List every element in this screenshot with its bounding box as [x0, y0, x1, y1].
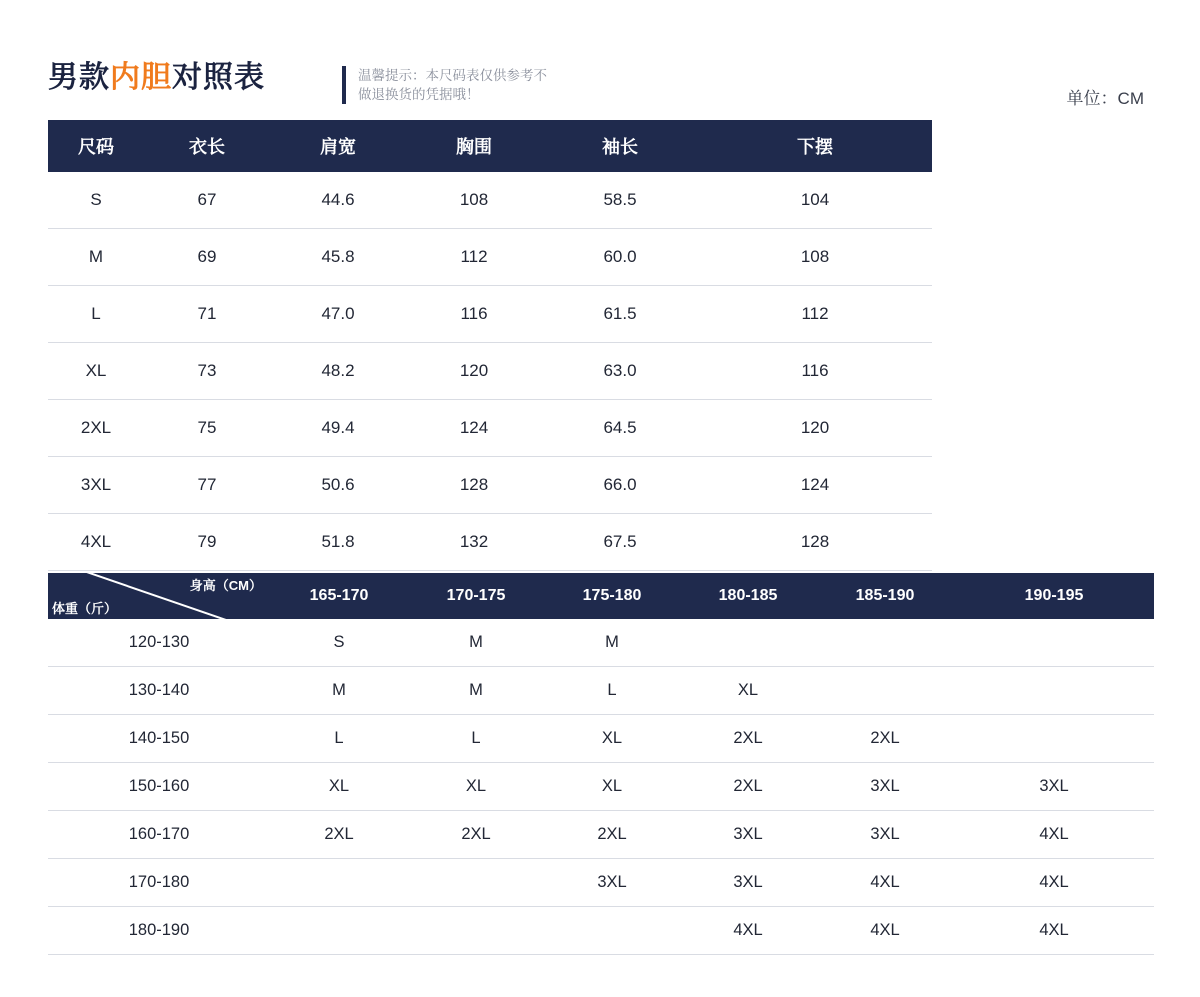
cell-length: 69 [144, 229, 270, 286]
cell-fit-size: 2XL [544, 811, 680, 859]
fit-corner-height-label: 身高（CM） [189, 578, 262, 593]
cell-shoulder: 50.6 [270, 457, 406, 514]
height-weight-fit-table [48, 573, 1154, 955]
cell-fit-size: 2XL [816, 715, 954, 763]
table-row [48, 229, 932, 286]
size-measurement-table [48, 120, 932, 571]
table-row [48, 859, 1154, 907]
cell-bust: 116 [406, 286, 542, 343]
cell-sleeve: 61.5 [542, 286, 698, 343]
page-header [48, 58, 1152, 114]
cell-size: 4XL [48, 514, 144, 571]
cell-bust: 124 [406, 400, 542, 457]
cell-shoulder: 47.0 [270, 286, 406, 343]
page-title-part2: 对照表 [172, 61, 265, 94]
size-table-head [48, 120, 932, 172]
cell-hem: 116 [698, 343, 932, 400]
cell-shoulder: 48.2 [270, 343, 406, 400]
fit-col-header-3: 180-185 [680, 573, 816, 619]
cell-fit-size: M [544, 619, 680, 667]
cell-sleeve: 58.5 [542, 172, 698, 229]
cell-size: 3XL [48, 457, 144, 514]
size-table-header-row [48, 120, 932, 172]
table-row [48, 343, 932, 400]
cell-fit-size [680, 619, 816, 667]
table-row [48, 286, 932, 343]
cell-fit-size: 4XL [954, 859, 1154, 907]
cell-sleeve: 66.0 [542, 457, 698, 514]
cell-fit-size [408, 859, 544, 907]
table-row [48, 907, 1154, 955]
table-row [48, 514, 932, 571]
cell-size: S [48, 172, 144, 229]
cell-length: 77 [144, 457, 270, 514]
cell-fit-size: 4XL [954, 811, 1154, 859]
fit-table-head [48, 573, 1154, 619]
cell-length: 75 [144, 400, 270, 457]
cell-weight-range: 160-170 [48, 811, 270, 859]
fit-table-grid [48, 573, 1154, 955]
tip-note [342, 66, 648, 104]
fit-col-header-5: 190-195 [954, 573, 1154, 619]
cell-bust: 120 [406, 343, 542, 400]
table-row [48, 763, 1154, 811]
page-title-part1: 男款 [48, 61, 110, 94]
cell-fit-size: 2XL [680, 715, 816, 763]
size-col-header-2: 肩宽 [270, 120, 406, 172]
table-row [48, 172, 932, 229]
cell-length: 79 [144, 514, 270, 571]
cell-fit-size: S [270, 619, 408, 667]
cell-fit-size: 4XL [816, 859, 954, 907]
cell-fit-size: XL [544, 715, 680, 763]
fit-corner-header [48, 573, 270, 619]
tip-line-2: 做退换货的凭据哦！ [358, 87, 480, 102]
cell-fit-size: XL [408, 763, 544, 811]
cell-fit-size: L [270, 715, 408, 763]
cell-hem: 120 [698, 400, 932, 457]
cell-length: 71 [144, 286, 270, 343]
cell-bust: 128 [406, 457, 542, 514]
cell-fit-size [954, 667, 1154, 715]
size-col-header-3: 胸围 [406, 120, 542, 172]
cell-fit-size: 3XL [816, 763, 954, 811]
unit-label: 单位：CM [1066, 89, 1144, 108]
fit-table-body [48, 619, 1154, 955]
table-row [48, 400, 932, 457]
cell-fit-size [544, 907, 680, 955]
fit-corner-weight-label: 体重（斤） [52, 601, 118, 616]
fit-col-header-2: 175-180 [544, 573, 680, 619]
cell-weight-range: 130-140 [48, 667, 270, 715]
cell-bust: 132 [406, 514, 542, 571]
cell-shoulder: 45.8 [270, 229, 406, 286]
cell-sleeve: 60.0 [542, 229, 698, 286]
cell-weight-range: 150-160 [48, 763, 270, 811]
fit-col-header-4: 185-190 [816, 573, 954, 619]
table-row [48, 715, 1154, 763]
cell-bust: 108 [406, 172, 542, 229]
cell-fit-size [816, 667, 954, 715]
cell-fit-size: M [270, 667, 408, 715]
cell-shoulder: 44.6 [270, 172, 406, 229]
cell-fit-size [408, 907, 544, 955]
cell-fit-size [816, 619, 954, 667]
size-col-header-5: 下摆 [698, 120, 932, 172]
cell-fit-size [270, 907, 408, 955]
cell-size: XL [48, 343, 144, 400]
cell-hem: 124 [698, 457, 932, 514]
cell-bust: 112 [406, 229, 542, 286]
table-row [48, 667, 1154, 715]
cell-fit-size: 3XL [816, 811, 954, 859]
cell-sleeve: 63.0 [542, 343, 698, 400]
cell-fit-size: XL [270, 763, 408, 811]
fit-col-header-0: 165-170 [270, 573, 408, 619]
fit-table-header-row [48, 573, 1154, 619]
cell-sleeve: 64.5 [542, 400, 698, 457]
page-title-accent: 内胆 [110, 61, 172, 94]
cell-fit-size: 4XL [680, 907, 816, 955]
table-row [48, 619, 1154, 667]
cell-fit-size: M [408, 619, 544, 667]
cell-fit-size: 3XL [544, 859, 680, 907]
cell-sleeve: 67.5 [542, 514, 698, 571]
page-title [48, 58, 265, 98]
tip-line-1: 温馨提示：本尺码表仅供参考不 [358, 68, 547, 83]
cell-fit-size: 3XL [680, 811, 816, 859]
cell-fit-size: 2XL [408, 811, 544, 859]
cell-fit-size [954, 715, 1154, 763]
size-table-grid [48, 120, 932, 571]
cell-fit-size: 3XL [954, 763, 1154, 811]
cell-fit-size: 3XL [680, 859, 816, 907]
cell-weight-range: 140-150 [48, 715, 270, 763]
fit-col-header-1: 170-175 [408, 573, 544, 619]
cell-fit-size: 2XL [680, 763, 816, 811]
cell-shoulder: 51.8 [270, 514, 406, 571]
cell-fit-size: 4XL [816, 907, 954, 955]
size-col-header-4: 袖长 [542, 120, 698, 172]
cell-size: M [48, 229, 144, 286]
cell-fit-size: XL [544, 763, 680, 811]
cell-size: L [48, 286, 144, 343]
cell-weight-range: 170-180 [48, 859, 270, 907]
cell-hem: 108 [698, 229, 932, 286]
cell-fit-size: M [408, 667, 544, 715]
cell-weight-range: 120-130 [48, 619, 270, 667]
cell-fit-size [270, 859, 408, 907]
cell-fit-size: L [408, 715, 544, 763]
cell-hem: 128 [698, 514, 932, 571]
cell-fit-size: XL [680, 667, 816, 715]
cell-fit-size: 2XL [270, 811, 408, 859]
size-col-header-0: 尺码 [48, 120, 144, 172]
cell-size: 2XL [48, 400, 144, 457]
size-col-header-1: 衣长 [144, 120, 270, 172]
cell-hem: 112 [698, 286, 932, 343]
cell-shoulder: 49.4 [270, 400, 406, 457]
size-table-body [48, 172, 932, 571]
cell-length: 73 [144, 343, 270, 400]
cell-hem: 104 [698, 172, 932, 229]
cell-weight-range: 180-190 [48, 907, 270, 955]
cell-fit-size: L [544, 667, 680, 715]
cell-fit-size: 4XL [954, 907, 1154, 955]
cell-length: 67 [144, 172, 270, 229]
table-row [48, 457, 932, 514]
cell-fit-size [954, 619, 1154, 667]
table-row [48, 811, 1154, 859]
